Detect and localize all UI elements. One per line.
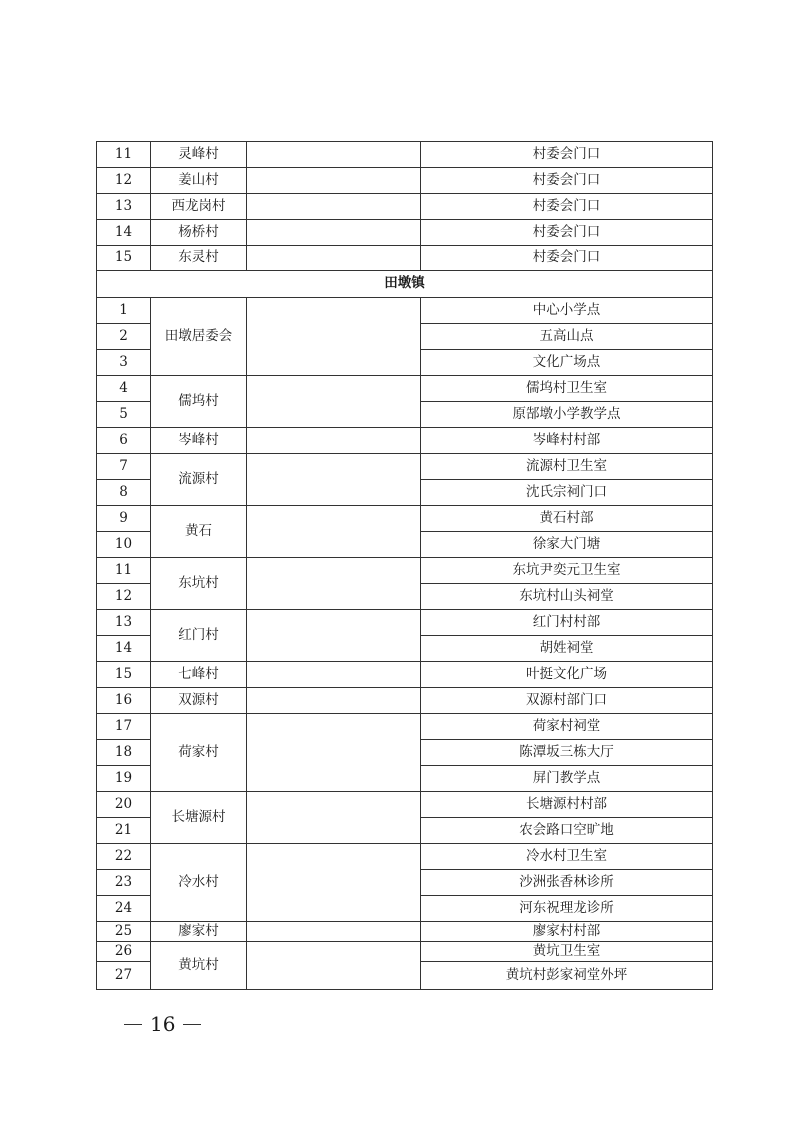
table-row [97, 194, 713, 220]
row-number: 25 [97, 922, 151, 942]
village-name: 西龙岗村 [151, 194, 247, 220]
site-name: 黄石村部 [421, 506, 713, 532]
site-name: 村委会门口 [421, 168, 713, 194]
empty-cell [247, 428, 421, 454]
village-name: 灵峰村 [151, 142, 247, 168]
row-number: 24 [97, 896, 151, 922]
site-name: 文化广场点 [421, 350, 713, 376]
row-number: 15 [97, 246, 151, 271]
site-table-body [97, 142, 713, 990]
site-name: 东坑村山头祠堂 [421, 584, 713, 610]
site-name: 叶挺文化广场 [421, 662, 713, 688]
table-row [97, 688, 713, 714]
row-number: 11 [97, 142, 151, 168]
village-name: 长塘源村 [151, 792, 247, 844]
site-name: 徐家大门塘 [421, 532, 713, 558]
empty-cell [247, 714, 421, 792]
empty-cell [247, 220, 421, 246]
row-number: 13 [97, 610, 151, 636]
village-name: 黄坑村 [151, 942, 247, 990]
site-name: 村委会门口 [421, 142, 713, 168]
village-name: 田墩居委会 [151, 298, 247, 376]
row-number: 26 [97, 942, 151, 962]
village-name: 七峰村 [151, 662, 247, 688]
site-name: 黄坑卫生室 [421, 942, 713, 962]
table-row [97, 922, 713, 942]
site-name: 中心小学点 [421, 298, 713, 324]
site-name: 长塘源村村部 [421, 792, 713, 818]
village-name: 红门村 [151, 610, 247, 662]
row-number: 27 [97, 962, 151, 990]
site-name: 冷水村卫生室 [421, 844, 713, 870]
site-name: 胡姓祠堂 [421, 636, 713, 662]
village-name: 杨桥村 [151, 220, 247, 246]
village-name: 东坑村 [151, 558, 247, 610]
row-number: 9 [97, 506, 151, 532]
site-name: 双源村部门口 [421, 688, 713, 714]
empty-cell [247, 844, 421, 922]
row-number: 16 [97, 688, 151, 714]
table-row [97, 168, 713, 194]
table-row [97, 942, 713, 962]
site-name: 村委会门口 [421, 246, 713, 271]
row-number: 5 [97, 402, 151, 428]
page-footer [124, 1012, 204, 1036]
empty-cell [247, 168, 421, 194]
section-title: 田墩镇 [97, 271, 713, 298]
site-name: 村委会门口 [421, 220, 713, 246]
table-row [97, 714, 713, 740]
empty-cell [247, 662, 421, 688]
row-number: 8 [97, 480, 151, 506]
village-name: 儒坞村 [151, 376, 247, 428]
row-number: 14 [97, 636, 151, 662]
row-number: 22 [97, 844, 151, 870]
village-name: 流源村 [151, 454, 247, 506]
site-table [96, 141, 713, 990]
table-row [97, 428, 713, 454]
row-number: 14 [97, 220, 151, 246]
village-name: 东灵村 [151, 246, 247, 271]
site-name: 屏门教学点 [421, 766, 713, 792]
section-row [97, 271, 713, 298]
row-number: 18 [97, 740, 151, 766]
site-name: 红门村村部 [421, 610, 713, 636]
village-name: 冷水村 [151, 844, 247, 922]
row-number: 6 [97, 428, 151, 454]
row-number: 20 [97, 792, 151, 818]
empty-cell [247, 610, 421, 662]
site-name: 廖家村村部 [421, 922, 713, 942]
empty-cell [247, 246, 421, 271]
table-row [97, 376, 713, 402]
empty-cell [247, 376, 421, 428]
site-name: 农会路口空旷地 [421, 818, 713, 844]
empty-cell [247, 942, 421, 990]
village-name: 廖家村 [151, 922, 247, 942]
empty-cell [247, 922, 421, 942]
table-row [97, 246, 713, 271]
footer-dash-left [124, 1024, 142, 1025]
site-name: 村委会门口 [421, 194, 713, 220]
table-row [97, 454, 713, 480]
row-number: 10 [97, 532, 151, 558]
row-number: 21 [97, 818, 151, 844]
site-name: 岑峰村村部 [421, 428, 713, 454]
empty-cell [247, 142, 421, 168]
row-number: 15 [97, 662, 151, 688]
table-row [97, 558, 713, 584]
footer-dash-right [183, 1024, 201, 1025]
table-row [97, 792, 713, 818]
row-number: 23 [97, 870, 151, 896]
site-name: 儒坞村卫生室 [421, 376, 713, 402]
empty-cell [247, 506, 421, 558]
site-name: 沈氏宗祠门口 [421, 480, 713, 506]
row-number: 11 [97, 558, 151, 584]
village-name: 黄石 [151, 506, 247, 558]
site-name: 流源村卫生室 [421, 454, 713, 480]
empty-cell [247, 454, 421, 506]
site-name: 黄坑村彭家祠堂外坪 [421, 962, 713, 990]
row-number: 2 [97, 324, 151, 350]
village-name: 姜山村 [151, 168, 247, 194]
site-name: 原郜墩小学教学点 [421, 402, 713, 428]
site-name: 荷家村祠堂 [421, 714, 713, 740]
site-name: 五高山点 [421, 324, 713, 350]
row-number: 19 [97, 766, 151, 792]
site-name: 陈潭坂三栋大厅 [421, 740, 713, 766]
table-row [97, 220, 713, 246]
table-row [97, 142, 713, 168]
row-number: 7 [97, 454, 151, 480]
row-number: 4 [97, 376, 151, 402]
row-number: 1 [97, 298, 151, 324]
empty-cell [247, 298, 421, 376]
site-name: 河东祝理龙诊所 [421, 896, 713, 922]
table-row [97, 844, 713, 870]
empty-cell [247, 688, 421, 714]
page-number: 16 [150, 1012, 176, 1036]
village-name: 荷家村 [151, 714, 247, 792]
empty-cell [247, 194, 421, 220]
site-name: 东坑尹奕元卫生室 [421, 558, 713, 584]
empty-cell [247, 558, 421, 610]
table-row [97, 298, 713, 324]
site-name: 沙洲张香林诊所 [421, 870, 713, 896]
table-row [97, 662, 713, 688]
row-number: 17 [97, 714, 151, 740]
table-row [97, 506, 713, 532]
row-number: 12 [97, 584, 151, 610]
row-number: 13 [97, 194, 151, 220]
village-name: 岑峰村 [151, 428, 247, 454]
village-name: 双源村 [151, 688, 247, 714]
row-number: 12 [97, 168, 151, 194]
row-number: 3 [97, 350, 151, 376]
table-row [97, 610, 713, 636]
empty-cell [247, 792, 421, 844]
